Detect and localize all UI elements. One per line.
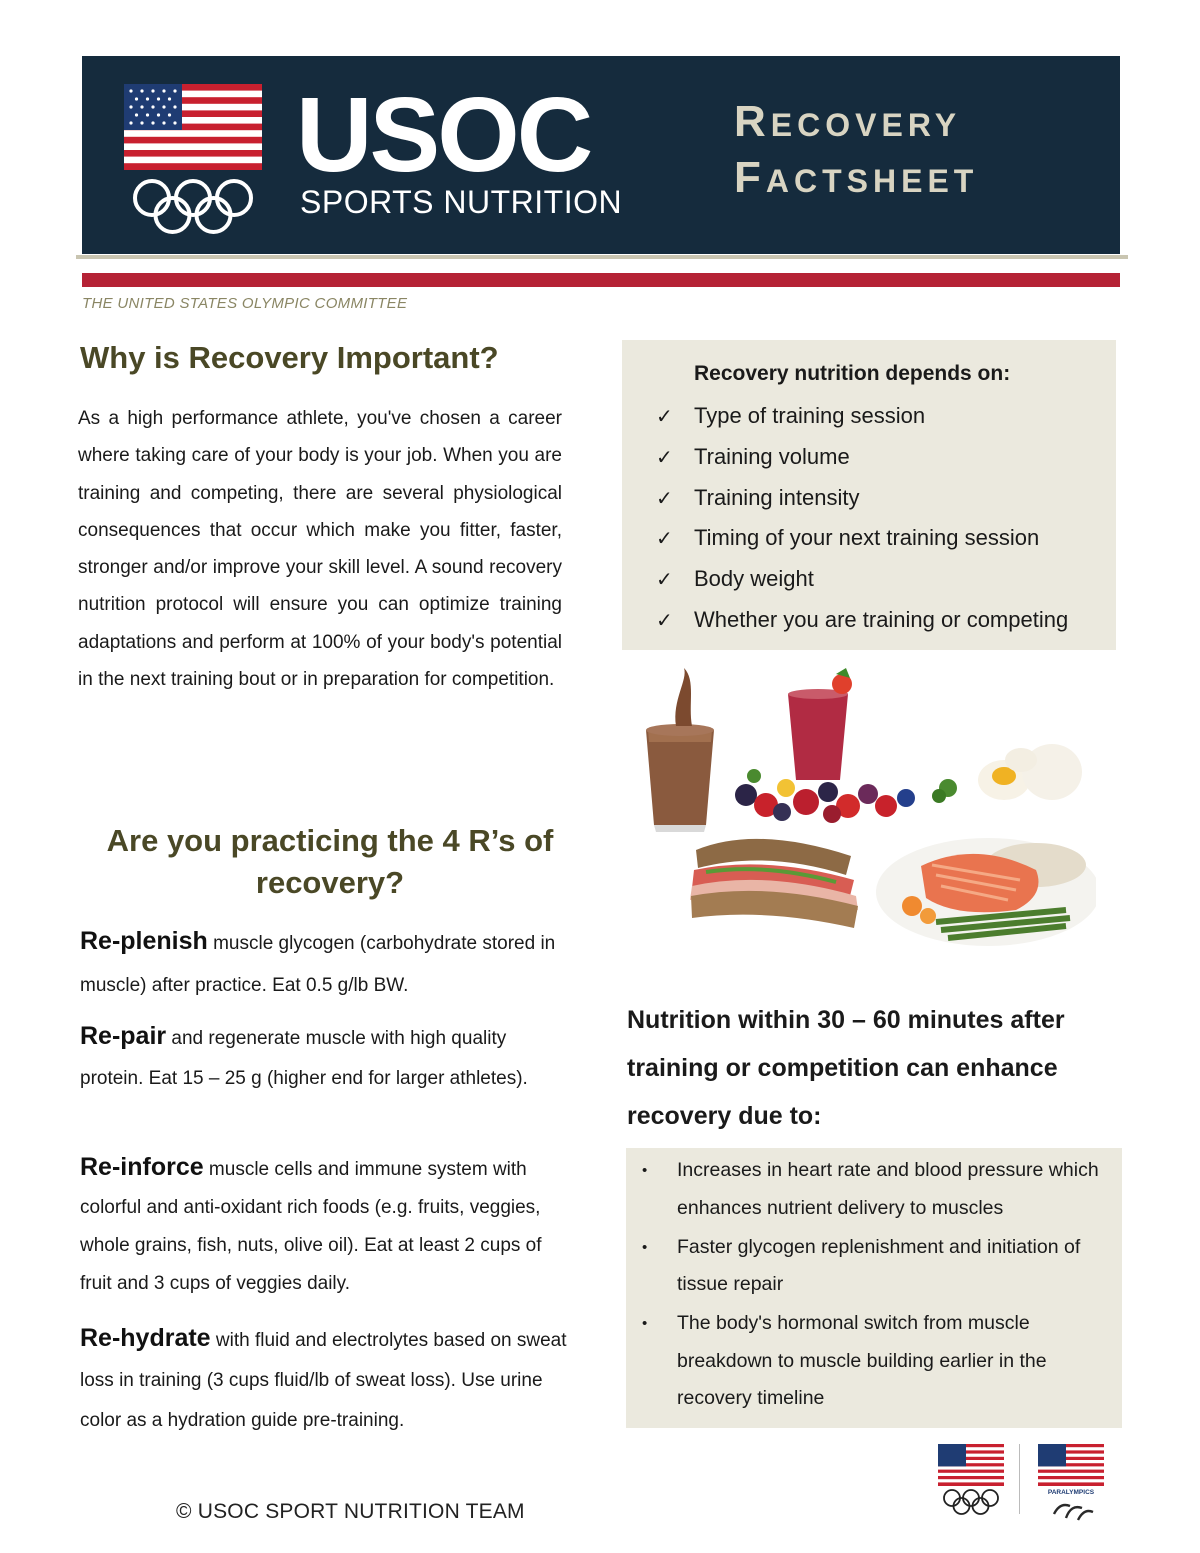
why-recovery-paragraph: As a high performance athlete, you've chosen a career where taking care of your body is your job. When you are training and competing, there are several physiological consequences that occur which make you fitter, faster, stronger and/or improve your skill level. A sound recovery nutrition protocol will ensure you can optimize training adaptations and perform at 100% of your body's potential in the next training bout or in preparation for competition. [78,408,562,691]
depends-item: ✓ Timing of your next training session [656,518,1068,559]
depends-item: ✓ Training volume [656,437,1068,478]
reinforce-text: muscle cells and immune system with colorful and anti-oxidant rich foods (e.g. fruits, veggies, whole grains, fish, nuts, olive oil). Eat at least 2 cups of fruit and 3 cups of veggies daily. [80,1159,542,1294]
paralympics-wordmark: PARALYMPICS [1047,1489,1095,1496]
repair-term: Re-pair [80,1022,167,1050]
divider-tan [76,255,1128,259]
depends-item: ✓ Body weight [656,559,1068,600]
depends-item: ✓ Training intensity [656,478,1068,519]
replenish-term: Re-plenish [80,927,208,955]
rehydrate-item [80,1318,570,1441]
divider-red [82,273,1120,287]
bullet-icon: • [642,1238,648,1256]
usoc-logo-text: USOC [296,76,591,194]
bullet-icon: • [642,1315,648,1332]
olympic-rings-icon [130,178,256,236]
title-factsheet: FACTSHEET [734,153,979,202]
depends-title: Recovery nutrition depends on: [694,362,1011,385]
berry-smoothie-glass [788,668,852,780]
benefit-item: • Increases in heart rate and blood pressure which enhances nutrient delivery to muscles [640,1152,1110,1227]
depends-list [656,396,1068,641]
copyright-footer: © USOC SPORT NUTRITION TEAM [176,1500,525,1523]
title-recovery: RECOVERY [734,97,962,146]
committee-caption: THE UNITED STATES OLYMPIC COMMITTEE [82,295,408,312]
checkmark-icon: ✓ [656,609,673,632]
nutrition-timing-heading: Nutrition within 30 – 60 minutes after training or competition can enhance recovery due to: [627,1006,1065,1130]
four-rs-heading: Are you practicing the 4 R’s of recovery? [106,823,554,900]
benefit-item: • Faster glycogen replenishment and initiation of tissue repair [640,1229,1110,1304]
rehydrate-text: with fluid and electrolytes based on sweat loss in training (3 cups fluid/lb of sweat loss). Use urine color as a hydration guide pre-training. [80,1330,567,1431]
depends-item: ✓ Type of training session [656,396,1068,437]
us-flag-icon [124,84,262,170]
checkmark-icon: ✓ [656,487,673,510]
checkmark-icon: ✓ [656,569,673,592]
replenish-item [80,920,570,1007]
us-paralympic-logo-icon [1038,1444,1104,1526]
boiled-eggs [932,744,1082,803]
replenish-text: muscle glycogen (carbohydrate stored in muscle) after practice. Eat 0.5 g/lb BW. [80,933,556,996]
benefit-item: • The body's hormonal switch from muscle breakdown to muscle building earlier in the recovery timeline [640,1305,1110,1418]
repair-item [80,1016,570,1099]
sports-nutrition-logo-text: SPORTS NUTRITION [300,184,623,220]
logo-divider [1019,1444,1020,1514]
why-recovery-heading: Why is Recovery Important? [80,340,499,375]
benefits-list [640,1152,1110,1419]
checkmark-icon: ✓ [656,446,673,469]
repair-text: and regenerate muscle with high quality protein. Eat 15 – 25 g (higher end for larger athletes). [80,1028,528,1089]
recovery-foods-photo [636,660,1096,960]
reinforce-item [80,1148,570,1303]
checkmark-icon: ✓ [656,528,673,551]
chocolate-milk-glass [646,668,714,832]
salmon-plate [876,838,1096,946]
reinforce-term: Re-inforce [80,1153,204,1181]
us-olympic-logo-icon [938,1444,1004,1516]
depends-item: ✓ Whether you are training or competing [656,600,1068,641]
checkmark-icon: ✓ [656,406,673,428]
sandwich [690,839,858,928]
rehydrate-term: Re-hydrate [80,1324,211,1352]
bullet-icon: • [642,1162,648,1179]
